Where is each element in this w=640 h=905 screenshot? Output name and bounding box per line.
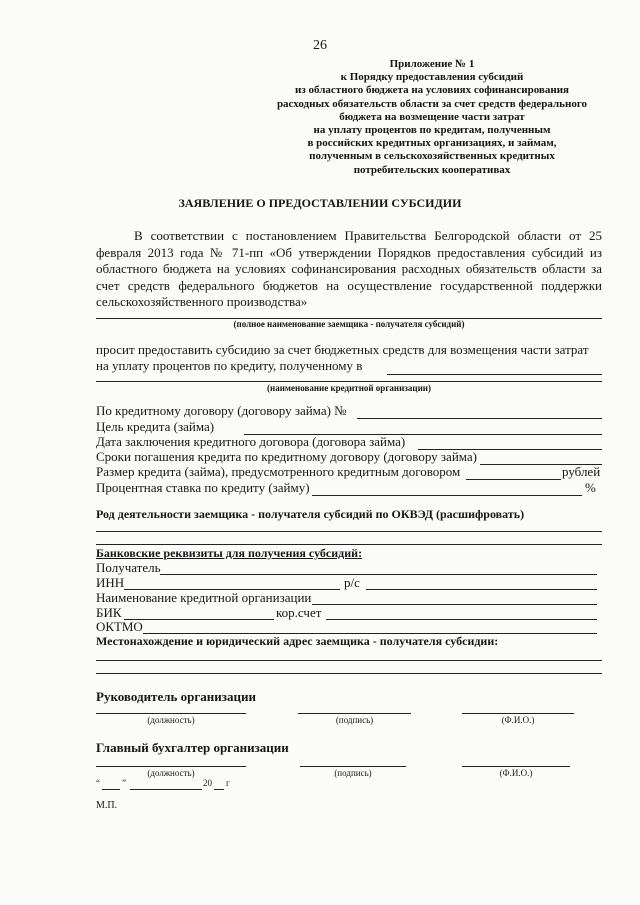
bank-name-line[interactable] [96, 381, 602, 382]
appendix-line: расходных обязательств области за счет средств федерального [276, 97, 588, 110]
bank-caption: (наименование кредитной организации) [267, 383, 431, 393]
loan-contract-field[interactable] [357, 418, 602, 419]
oktmo-label: ОКТМО [96, 619, 143, 634]
interest-rate-label: Процентная ставка по кредиту (займу) [96, 480, 310, 495]
request-line-1: просит предоставить субсидию за счет бюджетных средств для возмещения части затрат [96, 342, 589, 357]
date-month-field[interactable] [130, 789, 202, 790]
loan-amount-label: Размер кредита (займа), предусмотренного кредитным договором [96, 464, 461, 479]
address-field-1[interactable] [96, 660, 602, 661]
accountant-name-field[interactable] [462, 766, 570, 767]
corr-account-label: кор.счет [276, 605, 322, 620]
accountant-signature-caption: (подпись) [334, 768, 372, 778]
appendix-header [262, 58, 602, 177]
head-org-label: Руководитель организации [96, 689, 256, 704]
accountant-name-caption: (Ф.И.О.) [499, 768, 533, 778]
bank-org-label: Наименование кредитной организации [96, 590, 312, 605]
stamp-placeholder: М.П. [96, 800, 118, 811]
address-heading: Местонахождение и юридический адрес заемщика - получателя субсидии: [96, 634, 499, 648]
appendix-line: Приложение № 1 [389, 58, 475, 70]
currency-label: рублей [562, 464, 601, 479]
bank-org-field[interactable] [312, 604, 597, 605]
head-name-field[interactable] [462, 713, 574, 714]
intro-paragraph: В соответствии с постановлением Правительства Белгородской области от 25 февраля 2013 года № 71-пп «Об утверждении Порядков предоставления субсидий из областного бюджета на условиях софинансирования расходных обязательств области за счет средств федерального бюджетов на осуществление государственной поддержки сельскохозяйственного производства» [96, 228, 602, 310]
accountant-signature-field[interactable] [300, 766, 406, 767]
date-year-prefix: 20 [203, 778, 212, 788]
appendix-line: потребительских кооперативах [353, 163, 511, 176]
date-year-suffix: г [226, 778, 230, 788]
appendix-line: из областного бюджета на условиях софинансирования [295, 84, 569, 97]
bik-label: БИК [96, 605, 122, 620]
recipient-label: Получатель [96, 560, 161, 575]
accountant-position-caption: (должность) [147, 768, 195, 778]
account-field[interactable] [366, 589, 597, 590]
loan-purpose-label: Цель кредита (займа) [96, 419, 215, 434]
percent-label: % [585, 480, 596, 495]
date-close-quote: ” [122, 778, 126, 788]
account-label: р/с [344, 575, 360, 590]
bik-field[interactable] [124, 619, 274, 620]
bank-name-line-inline[interactable] [387, 374, 602, 375]
loan-contract-label: По кредитному договору (договору займа) № [96, 403, 347, 418]
okved-heading: Род деятельности заемщика - получателя субсидий по ОКВЭД (расшифровать) [96, 507, 525, 521]
date-day-field[interactable] [102, 789, 120, 790]
head-name-caption: (Ф.И.О.) [501, 715, 535, 725]
page-number: 26 [313, 38, 327, 53]
appendix-line: на уплату процентов по кредитам, полученным [313, 124, 551, 137]
appendix-line: полученным в сельскохозяйственных кредитных [309, 150, 555, 163]
head-position-field[interactable] [96, 713, 246, 714]
contract-date-label: Дата заключения кредитного договора (договора займа) [96, 434, 406, 449]
appendix-line: к Порядку предоставления субсидий [340, 71, 524, 84]
chief-accountant-label: Главный бухгалтер организации [96, 740, 289, 755]
request-line-2: на уплату процентов по кредиту, полученному в [96, 358, 363, 373]
loan-amount-field[interactable] [466, 479, 561, 480]
date-open-quote: “ [96, 778, 100, 788]
accountant-position-field[interactable] [96, 766, 246, 767]
inn-label: ИНН [96, 575, 125, 590]
okved-field-2[interactable] [96, 544, 602, 545]
address-field-2[interactable] [96, 673, 602, 674]
appendix-line: бюджета на возмещение части затрат [339, 110, 525, 123]
head-signature-caption: (подпись) [335, 715, 374, 725]
corr-account-field[interactable] [326, 619, 597, 620]
interest-rate-field[interactable] [312, 495, 582, 496]
appendix-line: в российских кредитных организациях, и займам, [307, 137, 557, 150]
borrower-caption: (полное наименование заемщика - получателя субсидий) [233, 319, 465, 329]
date-year-field[interactable] [214, 789, 224, 790]
head-position-caption: (должность) [147, 715, 195, 725]
head-signature-field[interactable] [298, 713, 411, 714]
okved-field-1[interactable] [96, 531, 602, 532]
document-title: ЗАЯВЛЕНИЕ О ПРЕДОСТАВЛЕНИИ СУБСИДИИ [178, 196, 462, 210]
repayment-term-label: Сроки погашения кредита по кредитному договору (договору займа) [96, 449, 478, 464]
bank-details-heading: Банковские реквизиты для получения субсидий: [96, 546, 363, 560]
recipient-field[interactable] [160, 574, 597, 575]
